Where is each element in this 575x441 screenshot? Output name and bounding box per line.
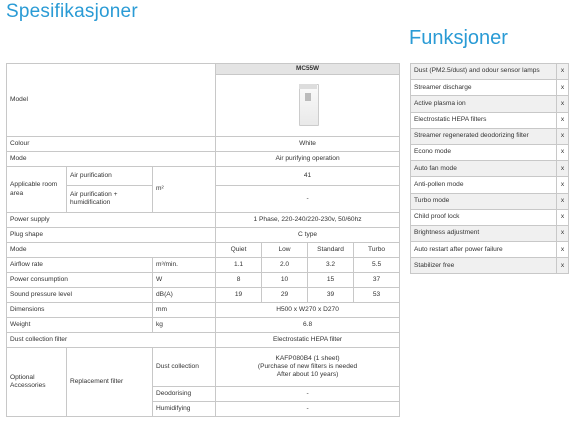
filter-label: Dust collection filter — [7, 333, 216, 348]
power-label: Power consumption — [7, 273, 153, 288]
function-mark: x — [557, 242, 569, 258]
sound-row — [7, 288, 400, 303]
function-label: Stabilizer free — [411, 258, 557, 274]
plug-value: C type — [216, 228, 400, 243]
dimensions-unit: mm — [153, 303, 216, 318]
dust-collection-note-2: After about 10 years) — [276, 371, 339, 379]
function-row — [411, 209, 569, 225]
weight-label: Weight — [7, 318, 153, 333]
function-mark: x — [557, 258, 569, 274]
function-row — [411, 225, 569, 241]
deodorising-label: Deodorising — [153, 387, 216, 402]
function-row — [411, 177, 569, 193]
function-row — [411, 80, 569, 96]
airflow-row — [7, 258, 400, 273]
function-mark: x — [557, 112, 569, 128]
sound-standard: 39 — [308, 288, 354, 303]
power-unit: W — [153, 273, 216, 288]
function-label: Econo mode — [411, 144, 557, 160]
room-purification-label: Air purification — [67, 167, 153, 186]
function-mark: x — [557, 96, 569, 112]
function-mark: x — [557, 64, 569, 80]
spec-table — [6, 63, 400, 417]
function-mark: x — [557, 161, 569, 177]
function-row — [411, 112, 569, 128]
dust-collection-part: KAFP080B4 (1 sheet) — [275, 354, 340, 362]
airflow-quiet: 1.1 — [216, 258, 262, 273]
power-supply-value: 1 Phase, 220-240/220-230v, 50/60hz — [216, 213, 400, 228]
power-supply-row — [7, 213, 400, 228]
function-mark: x — [557, 80, 569, 96]
air-purifier-image — [297, 84, 319, 124]
functions-table — [410, 63, 569, 274]
dust-collection-label: Dust collection — [153, 348, 216, 387]
function-label: Electrostatic HEPA filters — [411, 112, 557, 128]
function-label: Streamer discharge — [411, 80, 557, 96]
sound-low: 29 — [262, 288, 308, 303]
airflow-standard: 3.2 — [308, 258, 354, 273]
function-mark: x — [557, 144, 569, 160]
colour-row — [7, 137, 400, 152]
humidifying-label: Humidifying — [153, 402, 216, 417]
function-row — [411, 96, 569, 112]
mode-value: Air purifying operation — [216, 152, 400, 167]
function-mark: x — [557, 225, 569, 241]
mode-label: Mode — [7, 152, 216, 167]
function-label: Active plasma ion — [411, 96, 557, 112]
airflow-low: 2.0 — [262, 258, 308, 273]
optional-label: Optional Accessories — [7, 348, 67, 417]
room-humid-value: - — [216, 186, 400, 213]
function-mark: x — [557, 209, 569, 225]
colour-value: White — [216, 137, 400, 152]
function-label: Streamer regenerated deodorizing filter — [411, 128, 557, 144]
functions-title: Funksjoner — [409, 27, 508, 49]
dust-collection-value — [216, 348, 400, 387]
dimensions-value: H500 x W270 x D270 — [216, 303, 400, 318]
function-row — [411, 128, 569, 144]
weight-unit: kg — [153, 318, 216, 333]
function-mark: x — [557, 177, 569, 193]
spec-title: Spesifikasjoner — [6, 1, 138, 22]
dimensions-label: Dimensions — [7, 303, 153, 318]
power-turbo: 37 — [354, 273, 400, 288]
modes-row — [7, 243, 400, 258]
plug-label: Plug shape — [7, 228, 216, 243]
power-low: 10 — [262, 273, 308, 288]
optional-row — [7, 348, 400, 387]
function-row — [411, 144, 569, 160]
product-image — [216, 75, 400, 137]
dimensions-row — [7, 303, 400, 318]
power-row — [7, 273, 400, 288]
mode-low: Low — [262, 243, 308, 258]
function-label: Auto restart after power failure — [411, 242, 557, 258]
power-quiet: 8 — [216, 273, 262, 288]
dust-collection-note-1: (Purchase of new filters is needed — [257, 362, 358, 370]
room-humid-label: Air purification + humidification — [67, 186, 153, 213]
room-unit: m² — [153, 167, 216, 213]
power-supply-label: Power supply — [7, 213, 216, 228]
airflow-label: Airflow rate — [7, 258, 153, 273]
airflow-unit: m³/min. — [153, 258, 216, 273]
function-row — [411, 193, 569, 209]
mode-standard: Standard — [308, 243, 354, 258]
sound-turbo: 53 — [354, 288, 400, 303]
function-row — [411, 242, 569, 258]
function-label: Turbo mode — [411, 193, 557, 209]
room-area-label: Applicable room area — [7, 167, 67, 213]
function-row — [411, 258, 569, 274]
sound-unit: dB(A) — [153, 288, 216, 303]
function-mark: x — [557, 193, 569, 209]
filter-value: Electrostatic HEPA filter — [216, 333, 400, 348]
airflow-turbo: 5.5 — [354, 258, 400, 273]
function-label: Brightness adjustment — [411, 225, 557, 241]
filter-row — [7, 333, 400, 348]
function-row — [411, 64, 569, 80]
colour-label: Colour — [7, 137, 216, 152]
room-purification-value: 41 — [216, 167, 400, 186]
model-row — [7, 64, 400, 75]
model-name: MC55W — [216, 64, 400, 75]
replacement-label: Replacement filter — [67, 348, 153, 417]
humidifying-value: - — [216, 402, 400, 417]
power-standard: 15 — [308, 273, 354, 288]
plug-row — [7, 228, 400, 243]
room-area-row — [7, 167, 400, 186]
mode-row — [7, 152, 400, 167]
mode-turbo: Turbo — [354, 243, 400, 258]
model-label: Model — [7, 64, 216, 137]
function-label: Child proof lock — [411, 209, 557, 225]
weight-row — [7, 318, 400, 333]
function-label: Dust (PM2.5/dust) and odour sensor lamps — [411, 64, 557, 80]
sound-label: Sound pressure level — [7, 288, 153, 303]
sound-quiet: 19 — [216, 288, 262, 303]
mode-quiet: Quiet — [216, 243, 262, 258]
function-row — [411, 161, 569, 177]
modes-label: Mode — [7, 243, 216, 258]
function-mark: x — [557, 128, 569, 144]
function-label: Anti-pollen mode — [411, 177, 557, 193]
weight-value: 6.8 — [216, 318, 400, 333]
function-label: Auto fan mode — [411, 161, 557, 177]
deodorising-value: - — [216, 387, 400, 402]
